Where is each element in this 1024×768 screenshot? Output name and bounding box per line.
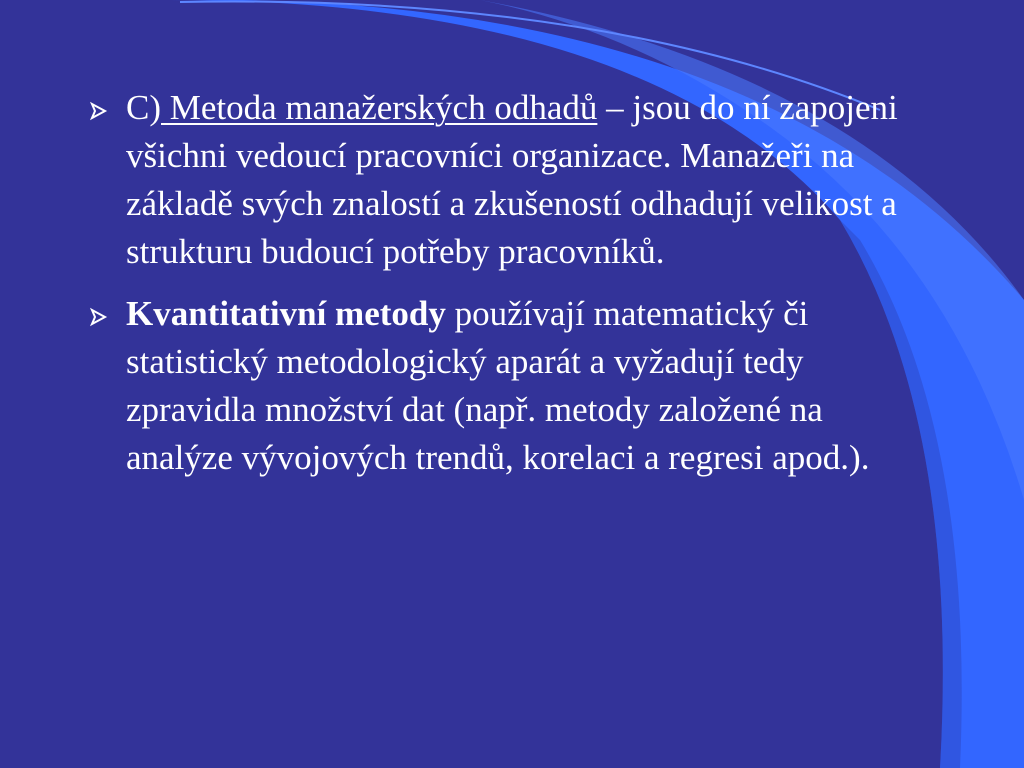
bullet-1-underlined-term: Metoda manažerských odhadů xyxy=(161,88,598,127)
bullet-1-body: – jsou do ní zapojeni všichni vedoucí pracovníci organizace. Manažeři na základě svých znalostí a zkušeností odhadují velikost a strukturu budoucí potřeby pracovníků. xyxy=(126,88,898,271)
arrowhead-icon xyxy=(88,306,110,328)
arrowhead-icon xyxy=(88,100,110,122)
bullet-text-2 xyxy=(126,290,908,482)
bullet-text-1 xyxy=(126,84,908,276)
bullet-item-1 xyxy=(88,84,908,276)
bullet-2-bold-term: Kvantitativní metody xyxy=(126,294,446,333)
slide-content xyxy=(88,84,908,496)
bullet-1-prefix: C) xyxy=(126,88,161,127)
bullet-2-body: používají matematický či statistický metodologický aparát a vyžadují tedy zpravidla množství dat (např. metody založené na analýze vývojových trendů, korelaci a regresi apod.). xyxy=(126,294,870,477)
bullet-item-2 xyxy=(88,290,908,482)
